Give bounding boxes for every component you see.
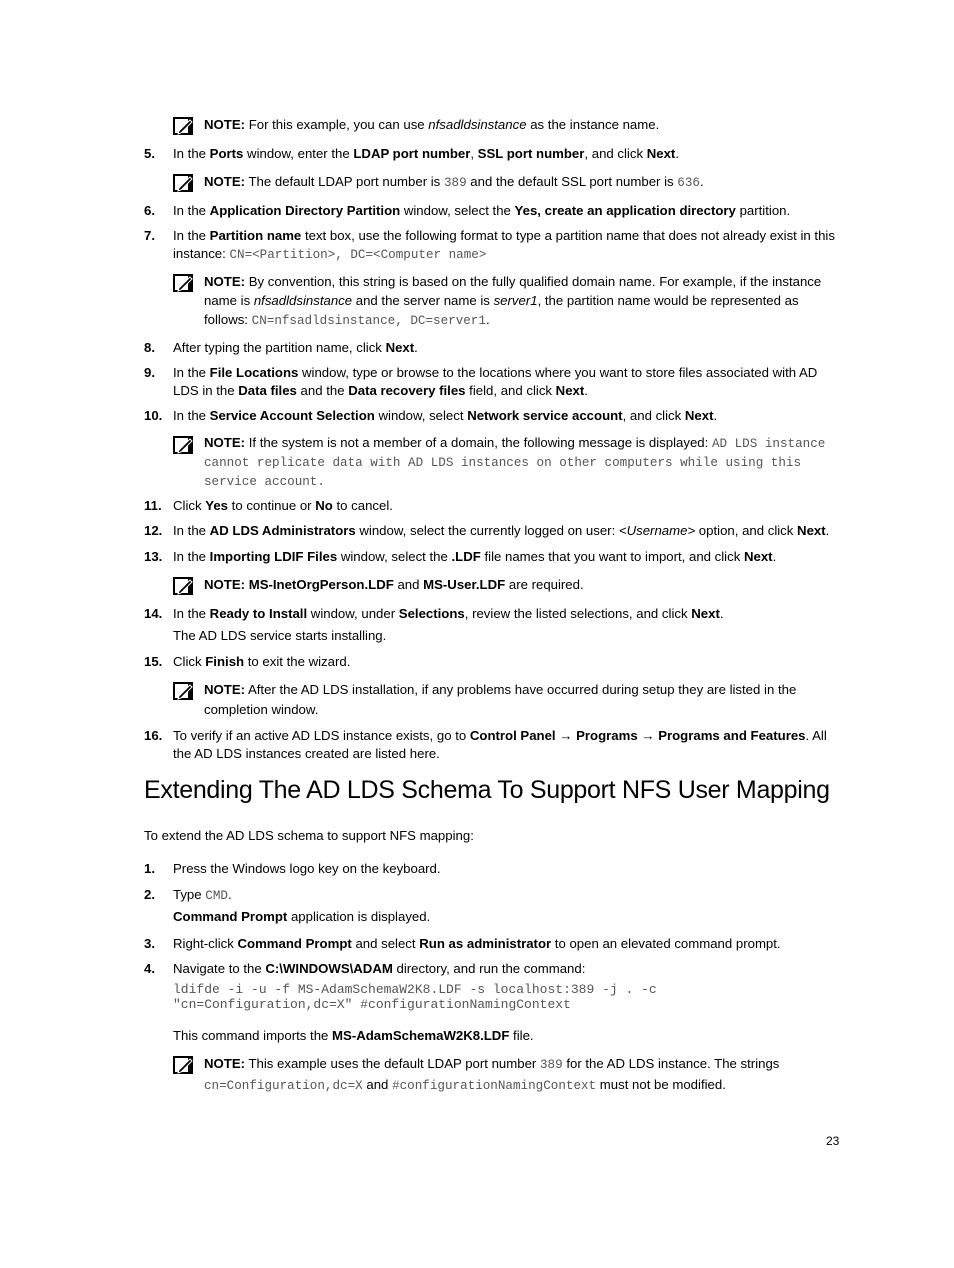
text-run: AD LDS instance cannot replicate data with AD LDS instances on other computers while using this service account. [204, 437, 826, 489]
text-run: , the partition name would be represented as follows: [204, 293, 799, 327]
text-run: Next [743, 549, 773, 564]
text-run: , and click [584, 146, 647, 161]
text-run: for the AD LDS instance. The strings [562, 1056, 780, 1071]
schema-step-2 [144, 886, 844, 905]
text-run: Programs and Features [658, 728, 806, 743]
text-run: The default LDAP port number is [248, 174, 444, 189]
step-7 [144, 227, 844, 264]
text-run: nfsadldsinstance [428, 117, 527, 132]
schema-step-4-subtext [173, 1027, 534, 1045]
text-run: Ports [209, 146, 244, 161]
text-run: 15. [144, 654, 163, 669]
text-run: Command Prompt [237, 936, 352, 951]
text-run: This example uses the default LDAP port number [248, 1056, 540, 1071]
text-run: 3. [144, 936, 155, 951]
note-pencil-icon [173, 682, 193, 700]
text-run: This command imports the [173, 1028, 333, 1043]
text-run: LDAP port number [353, 146, 471, 161]
text-run: . [713, 408, 718, 423]
text-run: and select [351, 936, 420, 951]
text-run: NOTE: [204, 577, 246, 592]
text-run: to cancel. [332, 498, 393, 513]
step-12 [144, 522, 844, 540]
text-run: To verify if an active AD LDS instance exists, go to [173, 728, 470, 743]
text-run: Next [691, 606, 720, 621]
text-run: Right-click [173, 936, 238, 951]
text-run: Click [173, 498, 206, 513]
step-14 [144, 605, 844, 623]
step-14-subtext: The AD LDS service starts installing. [173, 628, 387, 643]
text-run: , review the listed selections, and click [464, 606, 692, 621]
text-run: 10. [144, 408, 163, 423]
text-run: 389 [539, 1058, 563, 1072]
text-run: . [772, 549, 777, 564]
text-run: window, select [374, 408, 468, 423]
text-run: → [637, 728, 659, 743]
note-2 [173, 172, 843, 193]
text-run: Command Prompt [173, 909, 288, 924]
text-run: text box, use the following format to type a partition name that does not already exist in this instance: [173, 228, 835, 261]
text-run: . [719, 606, 724, 621]
text-run: window, type or browse to the locations where you want to store files associated with AD LDS in the [173, 365, 818, 398]
text-run: <Username> [618, 523, 696, 538]
text-run: . [825, 523, 830, 538]
text-run: Programs [576, 728, 638, 743]
note-3 [173, 272, 843, 331]
text-run: Application Directory Partition [209, 203, 401, 218]
text-run: . [414, 340, 418, 355]
page-number: 23 [826, 1134, 840, 1148]
text-run: In the [173, 549, 210, 564]
text-run: 4. [144, 961, 155, 976]
text-run: AD LDS Administrators [209, 523, 356, 538]
text-run: , and click [622, 408, 685, 423]
text-run: Network service account [467, 408, 623, 423]
text-run: option, and click [695, 523, 798, 538]
note-5 [173, 575, 843, 594]
text-run: By convention, this string is based on the fully qualified domain name. For example, if the instance name is [204, 274, 822, 308]
text-run: CMD [205, 889, 228, 903]
text-run: and the server name is [352, 293, 494, 308]
text-run: 11. [144, 498, 162, 513]
text-run: CN=nfsadldsinstance, DC=server1 [251, 314, 486, 328]
text-run: cn=Configuration,dc=X [204, 1079, 363, 1093]
text-run: In the [173, 365, 210, 380]
text-run: field, and click [465, 383, 556, 398]
step-9 [144, 364, 844, 400]
text-run: MS-AdamSchemaW2K8.LDF [332, 1028, 510, 1043]
text-run: window, select the currently logged on user: [355, 523, 619, 538]
text-run: partition. [735, 203, 791, 218]
note-4 [173, 434, 843, 491]
text-run: 8. [144, 340, 155, 355]
text-run: #configurationNamingContext [392, 1079, 597, 1093]
intro-paragraph: To extend the AD LDS schema to support NFS mapping: [144, 828, 474, 843]
text-run: nfsadldsinstance [253, 293, 353, 308]
text-run: Control Panel [469, 728, 556, 743]
step-13 [144, 548, 844, 566]
text-run: Data recovery files [348, 383, 466, 398]
text-run: . [699, 174, 704, 189]
text-run: Click [173, 654, 206, 669]
text-run: After the AD LDS installation, if any problems have occurred during setup they are listed in the completion window. [204, 682, 797, 717]
text-run: In the [173, 228, 210, 243]
text-run: NOTE: [204, 174, 246, 189]
text-run: 6. [144, 203, 155, 218]
text-run: and [393, 577, 424, 592]
command-line-1: ldifde -i -u -f MS-AdamSchemaW2K8.LDF -s localhost:389 -j . -c [173, 982, 657, 997]
note-pencil-icon [173, 174, 193, 192]
note-7 [173, 1054, 843, 1096]
step-11 [144, 497, 844, 515]
text-run: Run as administrator [419, 936, 552, 951]
text-run: For this example, you can use [248, 117, 429, 132]
schema-step-4 [144, 960, 844, 978]
text-run: 2. [144, 887, 155, 902]
schema-step-3 [144, 935, 844, 953]
text-run: 12. [144, 523, 163, 538]
note-label: NOTE: [204, 117, 246, 132]
text-run: . [584, 383, 588, 398]
text-run: Selections [398, 606, 465, 621]
text-run: Next [646, 146, 676, 161]
text-run: , [470, 146, 478, 161]
note-6 [173, 680, 843, 720]
text-run: NOTE: [204, 274, 246, 289]
note-pencil-icon [173, 117, 193, 135]
schema-step-2-subtext [173, 908, 430, 926]
note-pencil-icon [173, 577, 193, 595]
text-run: SSL port number [477, 146, 585, 161]
step-5 [144, 145, 844, 163]
text-run: Next [555, 383, 585, 398]
text-run: Type [173, 887, 206, 902]
text-run: server1 [493, 293, 538, 308]
text-run: File Locations [209, 365, 299, 380]
text-run: .LDF [451, 549, 481, 564]
text-run: as the instance name. [526, 117, 660, 132]
text-run: Next [684, 408, 714, 423]
text-run: must not be modified. [596, 1077, 726, 1092]
text-run: If the system is not a member of a domain, the following message is displayed: [248, 435, 712, 450]
text-run: are required. [505, 577, 584, 592]
text-run: NOTE: [204, 682, 246, 697]
text-run: Ready to Install [209, 606, 308, 621]
text-run: and the [296, 383, 349, 398]
step-10 [144, 407, 844, 425]
text-run: 16. [144, 728, 163, 743]
note-1 [173, 115, 843, 134]
text-run: file. [509, 1028, 534, 1043]
text-run: CN=<Partition>, DC=<Computer name> [229, 248, 487, 262]
text-run: No [315, 498, 333, 513]
text-run: Next [385, 340, 415, 355]
text-run: directory, and run the command: [392, 961, 586, 976]
text-run: In the [173, 203, 210, 218]
text-run: 9. [144, 365, 155, 380]
text-run: C:\WINDOWS\ADAM [265, 961, 393, 976]
text-run: 7. [144, 228, 155, 243]
text-run: 636 [677, 176, 700, 190]
text-run: Finish [205, 654, 245, 669]
text-run: to exit the wizard. [244, 654, 351, 669]
text-run: . [485, 312, 490, 327]
command-line-2: "cn=Configuration,dc=X" #configurationNamingContext [173, 997, 571, 1012]
text-run: to open an elevated command prompt. [551, 936, 781, 951]
note-pencil-icon [173, 274, 193, 292]
text-run: Partition name [209, 228, 302, 243]
text-run: In the [173, 408, 210, 423]
text-run: 5. [144, 146, 155, 161]
text-run: 14. [144, 606, 163, 621]
text-run: → [555, 728, 577, 743]
text-run: window, select the [337, 549, 452, 564]
text-run: 1. [144, 861, 155, 876]
text-run: After typing the partition name, click [173, 340, 386, 355]
text-run: file names that you want to import, and click [480, 549, 744, 564]
text-run: 389 [443, 176, 467, 190]
text-run: MS-InetOrgPerson.LDF [248, 577, 394, 592]
step-8 [144, 339, 844, 357]
text-run: Yes, create an application directory [514, 203, 736, 218]
step-15 [144, 653, 844, 671]
text-run: application is displayed. [287, 909, 431, 924]
text-run: Next [797, 523, 826, 538]
text-run: NOTE: [204, 435, 246, 450]
text-run: . All the AD LDS instances created are listed here. [173, 728, 827, 761]
text-run: Navigate to the [173, 961, 266, 976]
text-run: In the [173, 146, 210, 161]
text-run: In the [173, 523, 210, 538]
text-run: Yes [205, 498, 228, 513]
text-run: and [362, 1077, 393, 1092]
text-run: Service Account Selection [209, 408, 375, 423]
schema-step-1 [144, 860, 844, 878]
text-run: . [675, 146, 679, 161]
step-16 [144, 727, 844, 763]
text-run: NOTE: [204, 1056, 246, 1071]
text-run: Importing LDIF Files [209, 549, 338, 564]
text-run: and the default SSL port number is [466, 174, 678, 189]
text-run: window, under [307, 606, 399, 621]
text-run: . [227, 887, 232, 902]
text-run: MS-User.LDF [423, 577, 506, 592]
text-run: window, enter the [243, 146, 354, 161]
text-run: Data files [238, 383, 297, 398]
text-run: Press the Windows logo key on the keyboard. [173, 861, 441, 876]
note-pencil-icon [173, 1056, 193, 1074]
note-pencil-icon [173, 436, 193, 454]
text-run: In the [173, 606, 210, 621]
section-heading: Extending The AD LDS Schema To Support NFS User Mapping [144, 776, 830, 804]
text-run: window, select the [400, 203, 515, 218]
step-6 [144, 202, 844, 220]
text-run: to continue or [228, 498, 316, 513]
text-run: 13. [144, 549, 163, 564]
